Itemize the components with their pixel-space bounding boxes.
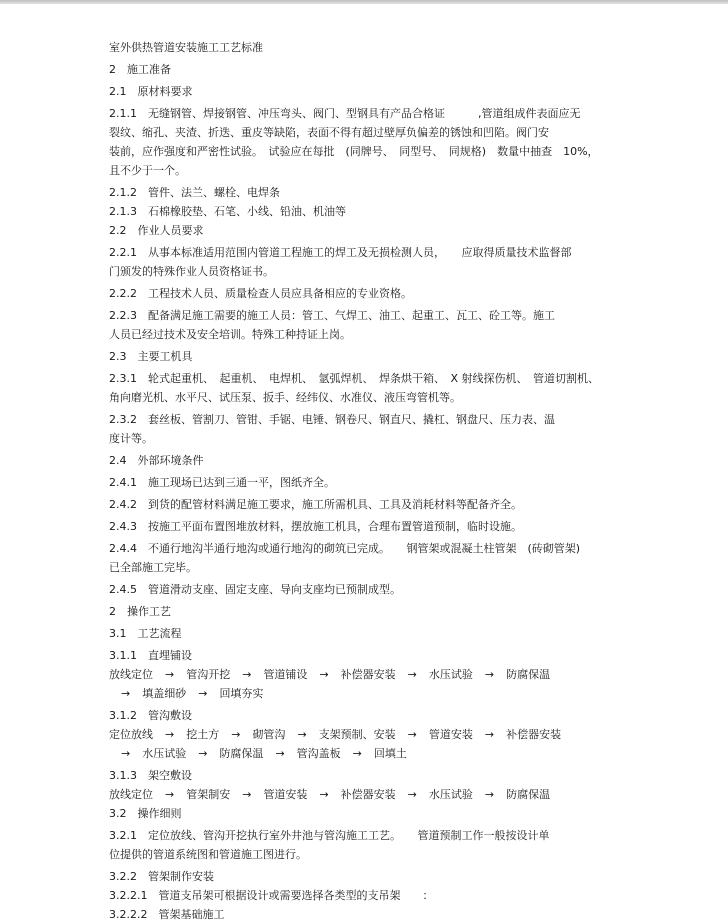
clause-text: 2.4.5 管道滑动支座、固定支座、导向支座均已预制成型。 [109, 583, 401, 596]
page-top-border [0, 0, 728, 4]
process-flow-trench [109, 725, 621, 744]
clause-text: 裂纹、缩孔、夹渣、折迭、重皮等缺陷，表面不得有超过壁厚负偏差的锈蚀和凹陷。阀门安 [109, 126, 549, 139]
flow-arrow: → [198, 687, 208, 700]
clause-text: 2.2.1 从事本标准适用范围内管道工程施工的焊工及无损检测人员， 应取得质量技术监督部 [109, 246, 572, 259]
flow-arrow: → [319, 668, 329, 681]
flow-step: 水压试验 [142, 747, 187, 760]
clause-text: 3.1.2 管沟敷设 [109, 709, 192, 722]
flow-step: 防腐保温 [506, 788, 551, 801]
flow-arrow: → [242, 788, 252, 801]
clause-text: 2.4.4 不通行地沟半通行地沟或通行地沟的砌筑已完成。 钢管架或混凝土柱管架 (砖砌管架) [109, 542, 581, 555]
section-heading: 2 操作工艺 [109, 605, 171, 618]
flow-arrow: → [484, 788, 495, 801]
flow-step: 水压试验 [428, 788, 473, 801]
clause-text: 2.3.1 轮式起重机、 起重机、 电焊机、 氩弧焊机、 焊条烘干箱、 X 射线探伤机、 管道切割机、 [109, 372, 600, 385]
clause-text: 门颁发的特殊作业人员资格证书。 [109, 265, 274, 278]
flow-step: 管架制安 [186, 788, 231, 801]
clause-text: 3.2.2 管架制作安装 [109, 870, 214, 883]
clause-text: 位提供的管道系统图和管道施工图进行。 [109, 848, 307, 861]
flow-arrow: → [165, 728, 175, 741]
flow-step: 回填土 [373, 747, 407, 760]
flow-step: 回填夯实 [219, 687, 264, 700]
flow-arrow: → [242, 668, 252, 681]
flow-arrow: → [198, 747, 208, 760]
flow-step: 补偿器安装 [340, 668, 396, 681]
flow-step: 放线定位 [109, 668, 153, 681]
flow-arrow: → [407, 788, 417, 801]
process-flow-trench-cont [109, 744, 621, 763]
flow-arrow: → [275, 747, 285, 760]
process-flow-overhead [109, 785, 621, 804]
subsection-heading: 2.3 主要工机具 [109, 350, 193, 363]
clause-text: 3.1.3 架空敷设 [109, 769, 192, 782]
flow-step: 填盖细砂 [142, 687, 187, 700]
clause-text: 3.1.1 直埋铺设 [109, 649, 192, 662]
clause-text: 2.4.3 按施工平面布置图堆放材料，摆放施工机具，合理布置管道预制，临时设施。 [109, 520, 522, 533]
flow-step: 水压试验 [428, 668, 473, 681]
flow-arrow: → [297, 728, 307, 741]
clause-text: 且不少于一个。 [109, 164, 186, 177]
flow-arrow: → [165, 788, 175, 801]
flow-step: 防腐保温 [219, 747, 264, 760]
clause-text: 2.3.2 套丝板、管割刀、管钳、手锯、电锤、钢卷尺、钢直尺、撬杠、钢盘尺、压力表、温 [109, 413, 555, 426]
flow-step: 管道安装 [263, 788, 308, 801]
flow-step: 砌管沟 [252, 728, 286, 741]
clause-text: 2.2.2 工程技术人员、质量检查人员应具备相应的专业资格。 [109, 287, 412, 300]
clause-text: 度计等。 [109, 432, 153, 445]
flow-step: 管沟开挖 [186, 668, 231, 681]
flow-arrow: → [484, 668, 495, 681]
flow-arrow: → [231, 728, 241, 741]
subsection-heading: 2.2 作业人员要求 [109, 224, 204, 237]
flow-arrow: → [484, 728, 495, 741]
flow-arrow: → [352, 747, 362, 760]
clause-text: 人员已经过技术及安全培训。特殊工种持证上岗。 [109, 328, 351, 341]
clause-text: 角向磨光机、水平尺、试压泵、扳手、经纬仪、水准仪、液压弯管机等。 [109, 391, 461, 404]
process-flow-direct-burial-cont [109, 684, 621, 703]
subsection-heading: 3.2 操作细则 [109, 807, 182, 820]
flow-arrow: → [407, 728, 417, 741]
clause-text: 2.4.2 到货的配管材料满足施工要求，施工所需机具、工具及消耗材料等配备齐全。 [109, 498, 522, 511]
clause-text: 已全部施工完毕。 [109, 561, 197, 574]
flow-step: 定位放线 [109, 728, 153, 741]
clause-text: 2.1.3 石棉橡胶垫、石笔、小线、铅油、机油等 [109, 205, 346, 218]
clause-text: 3.2.2.1 管道支吊架可根据设计或需要选择各类型的支吊架 ： [109, 889, 434, 902]
process-flow-direct-burial [109, 665, 621, 684]
document-page [109, 38, 621, 924]
clause-text: 3.2.2.2 管架基础施工 [109, 908, 225, 921]
flow-step: 支架预制、安装 [318, 728, 396, 741]
clause-text: 2.2.3 配备满足施工需要的施工人员：管工、气焊工、油工、起重工、瓦工、砼工等。施工 [109, 309, 555, 322]
flow-arrow: → [319, 788, 329, 801]
flow-step: 放线定位 [109, 788, 153, 801]
flow-step: 管道铺设 [263, 668, 308, 681]
clause-text: 3.2.1 定位放线、管沟开挖执行室外井池与管沟施工工艺。 管道预制工作一般按设计单 [109, 829, 550, 842]
flow-arrow: → [121, 747, 131, 760]
flow-arrow: → [121, 687, 131, 700]
clause-text: 2.4.1 施工现场已达到三通一平，图纸齐全。 [109, 476, 335, 489]
subsection-heading: 2.4 外部环境条件 [109, 454, 204, 467]
flow-step: 管沟盖板 [296, 747, 341, 760]
flow-step: 挖土方 [186, 728, 220, 741]
subsection-heading: 2.1 原材料要求 [109, 85, 193, 98]
flow-step: 补偿器安装 [506, 728, 562, 741]
section-heading: 2 施工准备 [109, 63, 171, 76]
flow-step: 补偿器安装 [340, 788, 396, 801]
clause-text: 2.1.2 管件、法兰、螺栓、电焊条 [109, 186, 280, 199]
subsection-heading: 3.1 工艺流程 [109, 627, 182, 640]
clause-text: 装前，应作强度和严密性试验。 试验应在每批 (同牌号、 同型号、 同规格) 数量中抽查 10%， [109, 145, 599, 158]
flow-step: 防腐保温 [506, 668, 551, 681]
clause-text: 2.1.1 无缝钢管、焊接钢管、冲压弯头、阀门、型钢具有产品合格证 ,管道组成件表面应无 [109, 107, 581, 120]
flow-step: 管道安装 [428, 728, 473, 741]
document-title: 室外供热管道安装施工工艺标准 [109, 41, 263, 54]
flow-arrow: → [407, 668, 417, 681]
flow-arrow: → [165, 668, 175, 681]
